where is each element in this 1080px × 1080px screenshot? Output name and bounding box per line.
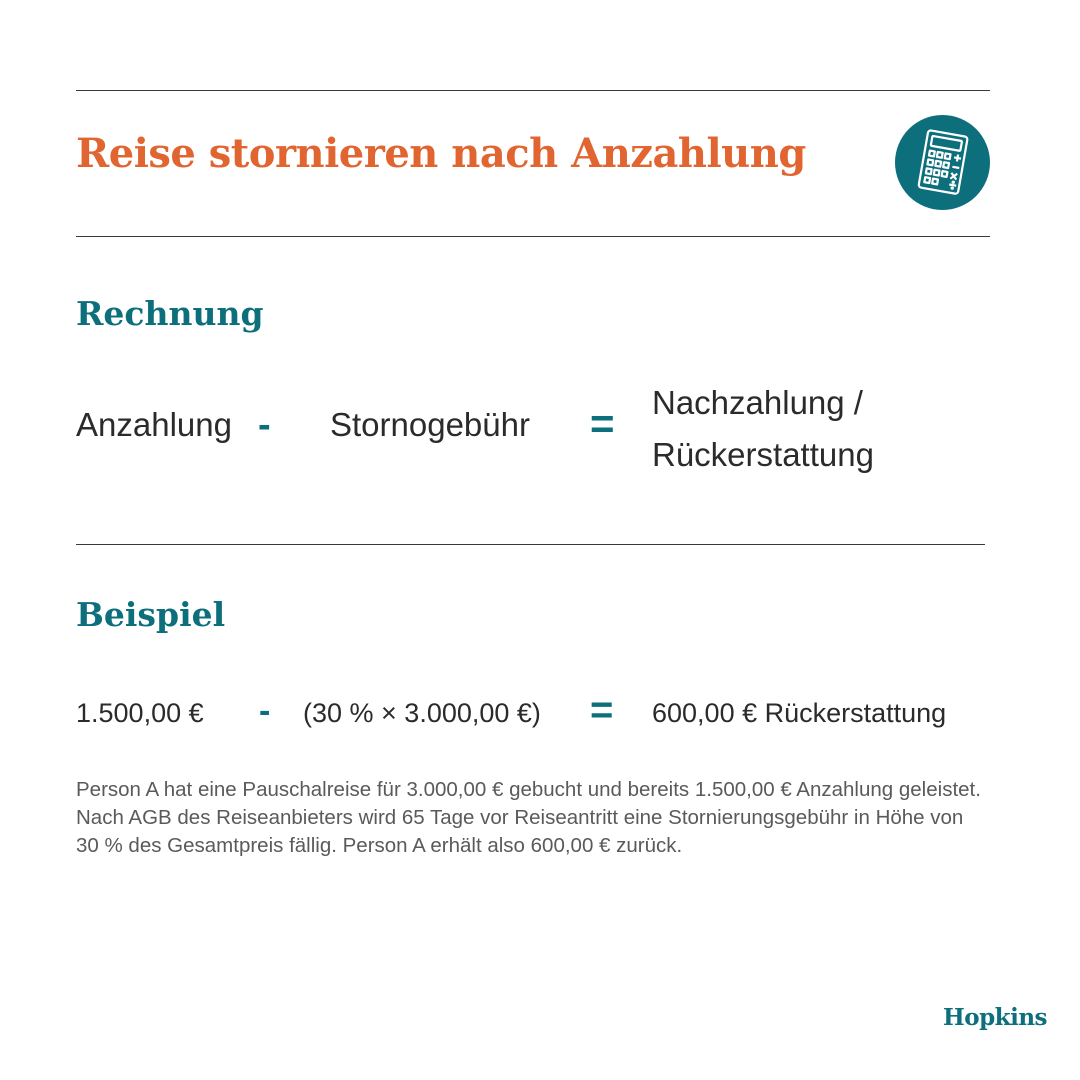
formula-term-stornogebuehr: Stornogebühr [330,406,530,443]
brand-logo: Hopkins [943,1004,1047,1031]
page-title: Reise stornieren nach Anzahlung [76,130,806,177]
formula-minus-operator: - [258,404,271,446]
header-divider [76,236,990,237]
top-divider [76,90,990,91]
formula-result-line-1: Nachzahlung / [652,384,863,421]
example-deposit-value: 1.500,00 € [76,698,204,728]
section-heading-beispiel: Beispiel [76,595,226,634]
section-heading-rechnung: Rechnung [76,294,264,333]
calculator-icon [895,115,990,210]
section-divider [76,544,985,545]
example-equals-operator: = [590,688,614,732]
example-description: Person A hat eine Pauschalreise für 3.000,00 € gebucht und bereits 1.500,00 € Anzahlung geleistet. Nach AGB des Reiseanbieters wird 65 Tage vor Reiseantritt eine Stornierungsgebühr in Höhe von 30 % des Gesamtpreis fällig. Person A erhält also 600,00 € zurück. [76,778,981,857]
example-result: 600,00 € Rückerstattung [652,698,947,728]
formula-equals-operator: = [590,400,615,447]
example-minus-operator: - [259,692,271,730]
example-fee-expression: (30 % × 3.000,00 €) [303,698,541,728]
calculator-badge [895,115,990,210]
formula-term-anzahlung: Anzahlung [76,406,232,443]
formula-result-line-2: Rückerstattung [652,436,874,473]
